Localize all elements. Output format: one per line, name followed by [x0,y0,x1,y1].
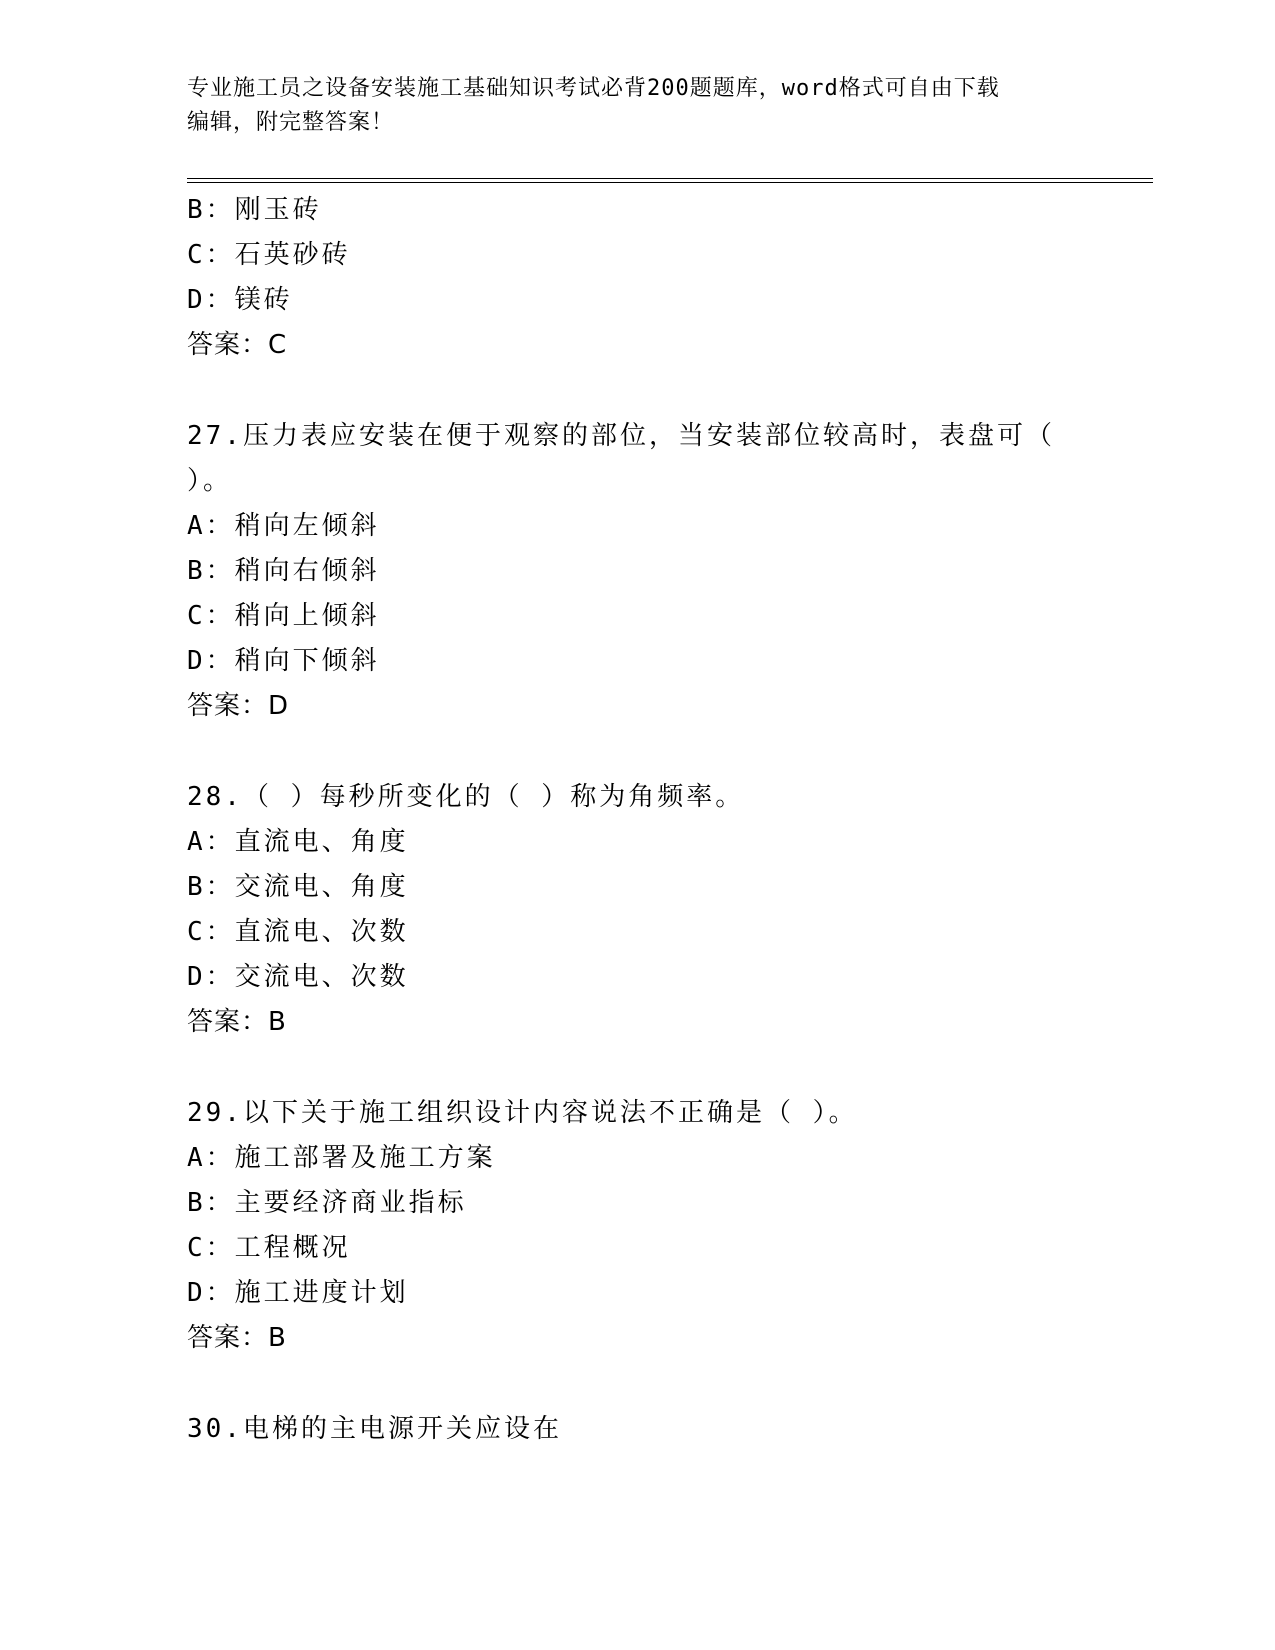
q28-option-c: C：直流电、次数 [187,917,409,947]
q27-option-b: B：稍向右倾斜 [187,556,380,586]
q26-option-c: C：石英砂砖 [187,240,351,270]
header-line-2: 编辑，附完整答案！ [187,110,395,135]
q27-option-c: C：稍向上倾斜 [187,601,380,631]
q27-answer: 答案：D [187,691,290,721]
q27-stem-line-1: 27.压力表应安装在便于观察的部位，当安装部位较高时，表盘可（ [187,421,1055,451]
q29-answer: 答案：B [187,1323,287,1353]
q26-option-b: B：刚玉砖 [187,195,322,225]
q28-stem: 28.（ ）每秒所变化的（ ）称为角频率。 [187,782,745,812]
header-line-1: 专业施工员之设备安装施工基础知识考试必背200题题库，word格式可自由下载 [187,76,1000,101]
q28-option-b: B：交流电、角度 [187,872,409,902]
header-divider-bottom [187,182,1153,183]
q26-option-d: D：镁砖 [187,285,293,315]
document-header [187,72,1087,140]
q30-stem: 30.电梯的主电源开关应设在 [187,1414,562,1444]
q26-answer: 答案：C [187,330,288,360]
q27-option-a: A：稍向左倾斜 [187,511,380,541]
q29-option-c: C：工程概况 [187,1233,351,1263]
q29-option-a: A：施工部署及施工方案 [187,1143,496,1173]
q28-answer: 答案：B [187,1007,287,1037]
q28-option-a: A：直流电、角度 [187,827,409,857]
q29-option-d: D：施工进度计划 [187,1278,409,1308]
q27-stem-line-2: ）。 [187,466,233,496]
q29-option-b: B：主要经济商业指标 [187,1188,467,1218]
header-divider-top [187,178,1153,179]
q29-stem: 29.以下关于施工组织设计内容说法不正确是（ ）。 [187,1098,858,1128]
q28-option-d: D：交流电、次数 [187,962,409,992]
q27-option-d: D：稍向下倾斜 [187,646,380,676]
